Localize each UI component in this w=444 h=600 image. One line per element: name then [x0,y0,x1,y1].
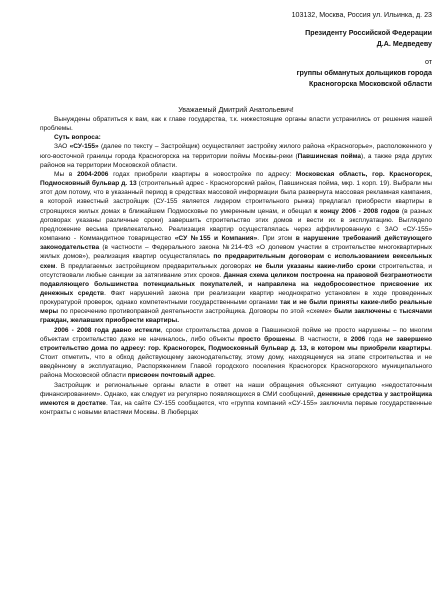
paragraph-deadlines [40,326,432,381]
text-span: Застройщик и региональные органы власти в ответ на наши обращения объясняют ситуацию «недостаточным финансированием». Однако, как следует из регулярно появляющихся в СМИ сообщений, [40,381,432,398]
recipient-title: Президенту Российской Федерации [305,29,432,37]
bold-span: Данная схема целиком построена на правовой безграмотности подавляющего большинства потенциальных покупателей, и направлена на недобросовестное присвоение их денежных средств [40,271,432,297]
bold-span: не были указаны какие-либо сроки [254,262,376,270]
text-span: строительства, и отсутствовали любые санкции за затягивание этих сроков. [40,262,432,279]
addressee-block [40,10,432,89]
sender-line-1: группы обманутых дольщиков города [296,69,432,77]
bold-span: «СУ-155» [69,143,99,151]
recipient-name: Д.А. Медведеву [376,40,432,48]
bold-span: 2006 - 2008 года давно истекли [54,326,161,334]
text-span: годах приобрели квартиры в новостройке по адресу: [108,170,296,178]
bold-span: 2006 [350,335,366,343]
text-span: (далее по тексту – Застройщик) осуществляет застройку жилого района «Красногорье», расположенного у юго-восточной границы города Красногорска на территории поймы Москвы-реки ( [40,143,433,160]
text-span: . В предлагаемых застройщиком предварительных договорах [55,262,255,270]
bold-span: были заключены с тысячами граждан, желавших приобрести квартиры. [40,308,433,325]
text-span: . Факт нарушений закона при реализации квартир неоднократно установлен в ходе проведенных прокуратурой проверок, однако компетентными государственными органами [40,289,432,307]
bold-span: присвоен почтовый адрес [127,372,214,380]
from-label: от [424,58,432,66]
bold-span: денежные средства у застройщика имеются в достатке [40,390,433,407]
text-span: (строительный адрес - Красногорский район, Павшинская пойма, мкр. 1 корп. 19). Выбрали мы этот дом потому, что в указанный период в средствах массовой информации была развернута массовая рекламная кампания, в которой известный застройщик (СУ-155 является лидером строительного рынка) предлагал приобрести квартиры в строящихся жилых домах в ближайшем Подмосковье по умеренным ценам, и обещал [40,180,432,215]
bold-span: по предварительным договорам с использованием вексельных схем [40,253,432,270]
intro-paragraph: Вынуждены обратиться к вам, как к главе государства, т.к. нижестоящие органы власти устранились от решения нашей проблемы. [40,116,432,133]
bold-span: так и не были приняты какие-либо реальные меры [40,299,432,316]
bold-span: 2004-2006 [77,170,109,178]
text-span: (в частности – Федерального закона №214-ФЗ «О долевом участии в строительстве многоквартирных жилых домов»), реализация квартир осуществлялась [40,244,432,261]
bold-span: «СУ №155 и Компания» [174,235,258,243]
sender-line-2: Красногорска Московской области [308,80,432,88]
text-span: Мы в [54,170,78,178]
text-span: . [213,372,216,380]
bold-span: просто брошены [238,335,295,343]
text-span: , сроки строительства домов в Павшинской пойме не просто нарушены – по многим объектам строительство даже не начиналось, либо объекты [40,326,432,343]
bold-span: к концу 2006 - 2008 годов [314,207,400,215]
bold-span: Московская область, гор. Красногорск, Подмосковный бульвар д. 13 [40,170,432,188]
text-span: . В частности, в [294,335,351,343]
bold-span: не завершено строительство дома по адресу: гор. Красногорск, Подмосковный бульвар д. 13, в котором мы приобрели квартиры [40,335,432,352]
text-span: . Стоит отметить, что в обход действующему законодательству, этому дому, находящемуся на этапе строительства и не введённому в эксплуатацию, Распоряжением Главой городского поселения Красногорск Красногорского муниципального района Московской области [40,344,432,380]
text-span: . При этом [257,235,296,243]
paragraph-purchase [40,170,432,326]
greeting: Уважаемый Дмитрий Анатольевич! [178,106,294,114]
paragraph-developer [40,142,432,169]
text-span: года [365,335,386,343]
text-span: . Так, на сайте СУ-155 сообщается, что «группа компаний «СУ-155» заключила первые государственные контракты с новыми властями Москвы. В Люберцах [40,399,432,416]
subject-heading: Суть вопроса: [54,134,101,142]
paragraph-financing [40,381,432,418]
text-span: по пресечению противоправной деятельности застройщика. Договоры по этой «схеме» [58,308,335,316]
address-line: 103132, Москва, Россия ул. Ильинка, д. 23 [291,11,432,19]
bold-span: в нарушение требований действующего законодательства [40,235,432,252]
bold-span: Павшинская пойма [297,152,362,160]
text-span: ), а также ряда других районов на территории Московской области. [40,152,432,169]
text-span: ЗАО [54,143,70,151]
letter-body [40,115,432,417]
text-span: (в разных договорах указаны различные сроки) завершить строительство этих домов и вести их в эксплуатацию. Выглядело предложение весьма привлекательно. Реализация квартир осуществлялась через аффилированную с ЗАО «СУ-155» компанию - Коммандитное товарищество [40,207,432,243]
